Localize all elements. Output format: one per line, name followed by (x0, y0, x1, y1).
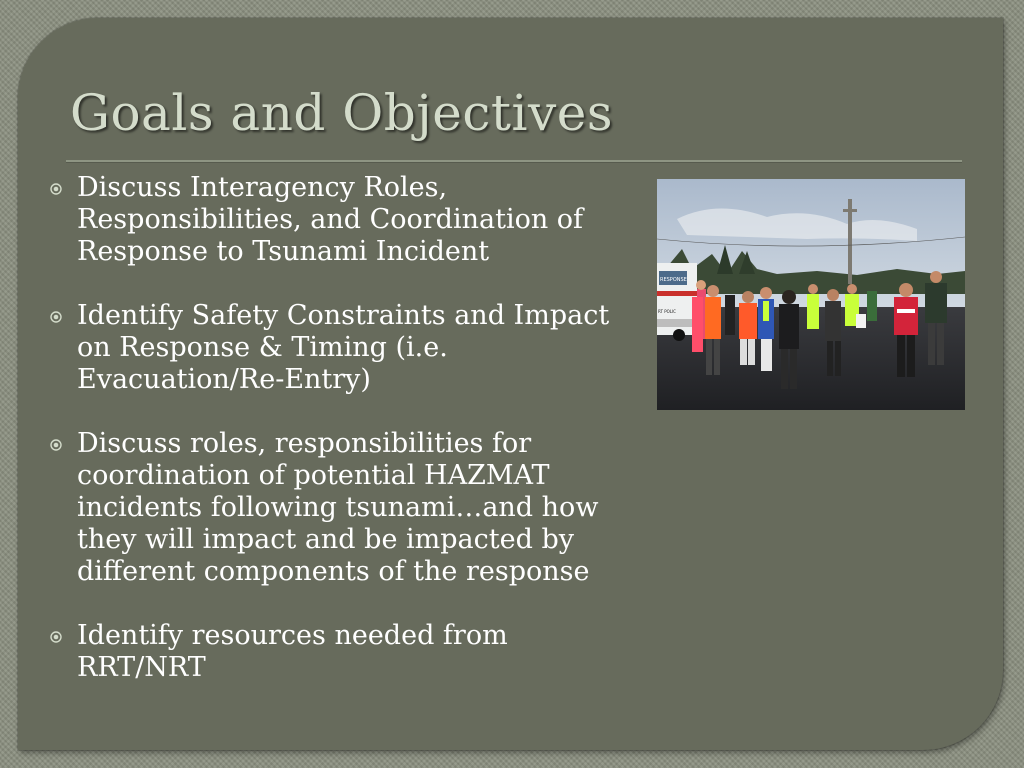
slide-title: Goals and Objectives (70, 84, 613, 142)
vehicle-text: RESPONSE (660, 277, 687, 283)
bullet-text: Identify Safety Constraints and Impact on Response & Timing (i.e. Evacuation/Re-Entry) (77, 300, 610, 395)
circled-dot-icon (50, 439, 62, 451)
circled-dot-icon (50, 311, 62, 323)
bullet-item-hazmat-coordination (48, 428, 638, 588)
bullet-text: Discuss roles, responsibilities for coordination of potential HAZMAT incidents following tsunami…and how they will impact and be impacted by different components of the response (77, 428, 599, 587)
vehicle-side-text: RT POLIC (658, 309, 676, 314)
bullet-item-interagency-roles (48, 172, 638, 268)
bullet-item-safety-constraints (48, 300, 638, 396)
bullet-item-resources-needed (48, 620, 638, 684)
bullet-list (48, 172, 638, 716)
title-divider (66, 160, 962, 163)
circled-dot-icon (50, 183, 62, 195)
bullet-text: Identify resources needed from RRT/NRT (77, 620, 508, 683)
circled-dot-icon (50, 631, 62, 643)
responders-photo (657, 179, 965, 410)
bullet-text: Discuss Interagency Roles, Responsibilities, and Coordination of Response to Tsunami Incident (77, 172, 584, 267)
